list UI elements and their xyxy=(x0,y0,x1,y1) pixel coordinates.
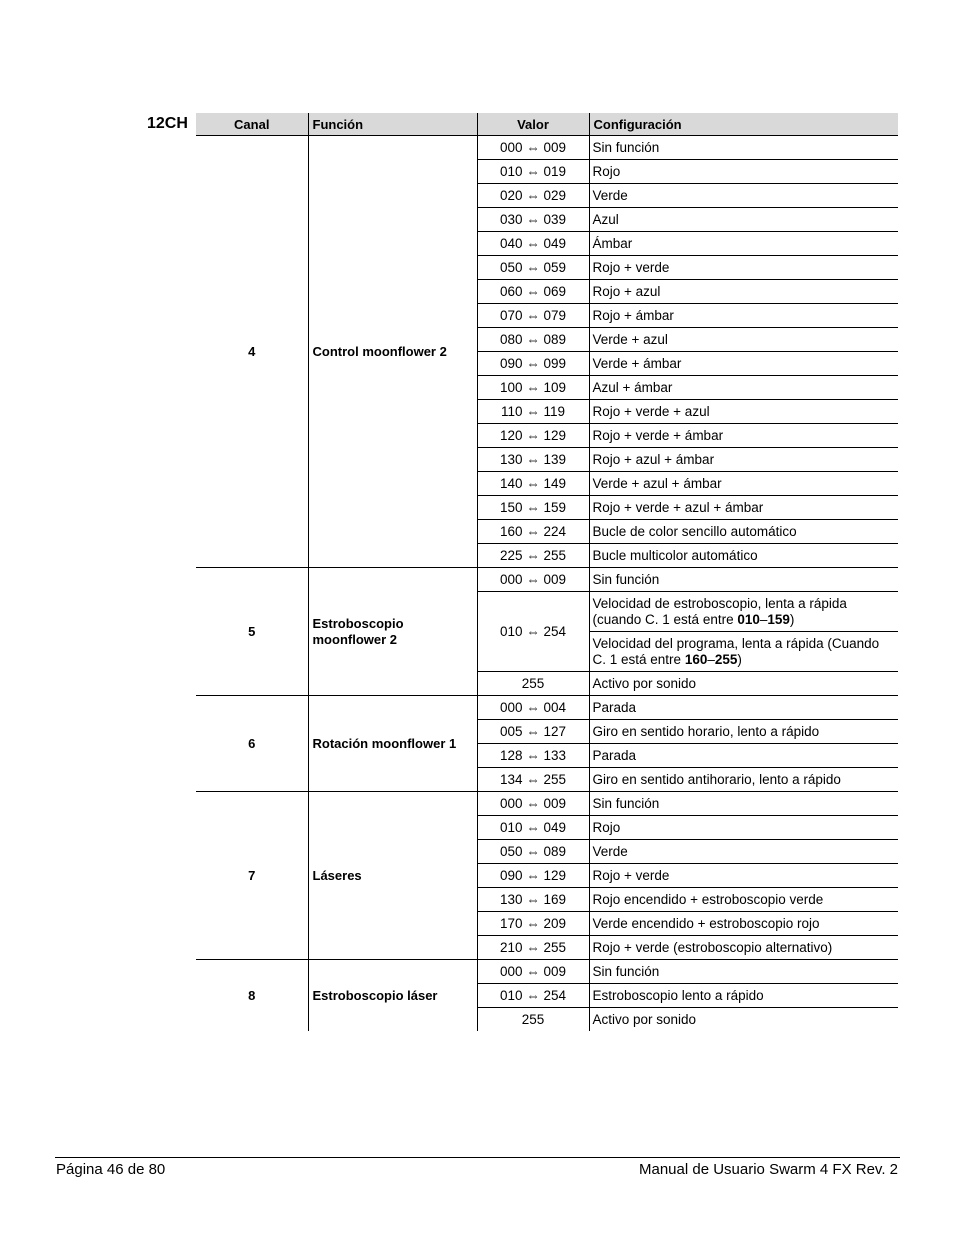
value-range: 020 ⇔ 029 xyxy=(477,184,589,208)
footer-divider xyxy=(55,1157,900,1158)
table-row xyxy=(196,136,898,160)
config-text: Parada xyxy=(589,696,898,720)
value-range: 000 ⇔ 004 xyxy=(477,696,589,720)
table-header-row xyxy=(196,113,898,136)
config-text: Sin función xyxy=(589,136,898,160)
value-range: 120 ⇔ 129 xyxy=(477,424,589,448)
value-range: 070 ⇔ 079 xyxy=(477,304,589,328)
value-range: 040 ⇔ 049 xyxy=(477,232,589,256)
config-text: Parada xyxy=(589,744,898,768)
config-text: Rojo + verde + azul xyxy=(589,400,898,424)
value-range: 255 xyxy=(477,672,589,696)
table-row xyxy=(196,696,898,720)
config-text: Rojo encendido + estroboscopio verde xyxy=(589,888,898,912)
value-range: 090 ⇔ 099 xyxy=(477,352,589,376)
table-row xyxy=(196,568,898,592)
config-text: Giro en sentido horario, lento a rápido xyxy=(589,720,898,744)
config-text: Activo por sonido xyxy=(592,1011,697,1027)
value-range: 010 ⇔ 254 xyxy=(477,592,589,672)
config-text: Verde + azul + ámbar xyxy=(589,472,898,496)
config-text: Azul xyxy=(589,208,898,232)
config-text: Rojo xyxy=(589,816,898,840)
value-range: 170 ⇔ 209 xyxy=(477,912,589,936)
value-range: 050 ⇔ 089 xyxy=(477,840,589,864)
value-range: 090 ⇔ 129 xyxy=(477,864,589,888)
value-range: 060 ⇔ 069 xyxy=(477,280,589,304)
config-text: Rojo + verde (estroboscopio alternativo) xyxy=(589,936,898,960)
dmx-channel-table xyxy=(196,113,898,1031)
value-range: 134 ⇔ 255 xyxy=(477,768,589,792)
config-text: Rojo + verde xyxy=(589,864,898,888)
channel-function: Láseres xyxy=(308,792,477,960)
value-range: 110 ⇔ 119 xyxy=(477,400,589,424)
channel-number: 8 xyxy=(196,960,308,1032)
config-text: Bucle multicolor automático xyxy=(589,544,898,568)
value-range: 005 ⇔ 127 xyxy=(477,720,589,744)
channel-number: 5 xyxy=(196,568,308,696)
table-row xyxy=(196,792,898,816)
config-text: Rojo + azul xyxy=(589,280,898,304)
value-range: 050 ⇔ 059 xyxy=(477,256,589,280)
config-text: Rojo + verde + azul + ámbar xyxy=(589,496,898,520)
config-text: Bucle de color sencillo automático xyxy=(589,520,898,544)
value-range: 010 ⇔ 049 xyxy=(477,816,589,840)
mode-label: 12CH xyxy=(147,115,188,132)
config-text: Verde + azul xyxy=(589,328,898,352)
config-text: Sin función xyxy=(589,568,898,592)
value-range: 210 ⇔ 255 xyxy=(477,936,589,960)
value-range: 100 ⇔ 109 xyxy=(477,376,589,400)
config-text: Sin función xyxy=(589,792,898,816)
config-text: Giro en sentido antihorario, lento a rápido xyxy=(589,768,898,792)
config-text: Verde encendido + estroboscopio rojo xyxy=(589,912,898,936)
config-text: Rojo + verde + ámbar xyxy=(589,424,898,448)
page-number: Página 46 de 80 xyxy=(56,1161,166,1178)
manual-title: Manual de Usuario Swarm 4 FX Rev. 2 xyxy=(639,1161,898,1178)
config-text: Velocidad de estroboscopio, lenta a rápida (cuando C. 1 está entre 010–159) xyxy=(589,592,898,632)
channel-number: 6 xyxy=(196,696,308,792)
config-text: Estroboscopio lento a rápido xyxy=(589,984,898,1008)
value-range: 000 ⇔ 009 xyxy=(477,136,589,160)
channel-function: Estroboscopio láser xyxy=(308,960,477,1032)
header-funcion: Función xyxy=(308,113,477,136)
value-range: 160 ⇔ 224 xyxy=(477,520,589,544)
value-range: 010 ⇔ 254 xyxy=(477,984,589,1008)
channel-function: Rotación moonflower 1 xyxy=(308,696,477,792)
value-range: 225 ⇔ 255 xyxy=(477,544,589,568)
channel-number: 4 xyxy=(196,136,308,568)
config-text: Rojo + azul + ámbar xyxy=(589,448,898,472)
config-text: Azul + ámbar xyxy=(589,376,898,400)
header-canal: Canal xyxy=(196,113,308,136)
value-range: 000 ⇔ 009 xyxy=(477,568,589,592)
config-text: Velocidad del programa, lenta a rápida (Cuando C. 1 está entre 160–255) xyxy=(589,632,898,672)
value-range: 000 ⇔ 009 xyxy=(477,792,589,816)
table-row xyxy=(196,960,898,984)
config-text: Activo por sonido xyxy=(589,672,898,696)
value-range: 150 ⇔ 159 xyxy=(477,496,589,520)
config-text: Rojo xyxy=(589,160,898,184)
header-valor: Valor xyxy=(477,113,589,136)
config-text: Rojo + verde xyxy=(589,256,898,280)
value-range: 030 ⇔ 039 xyxy=(477,208,589,232)
value-range: 140 ⇔ 149 xyxy=(477,472,589,496)
value-range: 010 ⇔ 019 xyxy=(477,160,589,184)
value-range: 130 ⇔ 139 xyxy=(477,448,589,472)
channel-function: Estroboscopio moonflower 2 xyxy=(308,568,477,696)
config-text: Rojo + ámbar xyxy=(589,304,898,328)
config-text: Verde + ámbar xyxy=(589,352,898,376)
value-range: 080 ⇔ 089 xyxy=(477,328,589,352)
config-text: Verde xyxy=(589,840,898,864)
channel-number: 7 xyxy=(196,792,308,960)
channel-function: Control moonflower 2 xyxy=(308,136,477,568)
value-range: 000 ⇔ 009 xyxy=(477,960,589,984)
value-range: 130 ⇔ 169 xyxy=(477,888,589,912)
config-text: Verde xyxy=(589,184,898,208)
header-config: Configuración xyxy=(589,113,898,136)
config-text: Sin función xyxy=(589,960,898,984)
config-text: Ámbar xyxy=(589,232,898,256)
value-range: 255 xyxy=(477,1008,589,1032)
value-range: 128 ⇔ 133 xyxy=(477,744,589,768)
